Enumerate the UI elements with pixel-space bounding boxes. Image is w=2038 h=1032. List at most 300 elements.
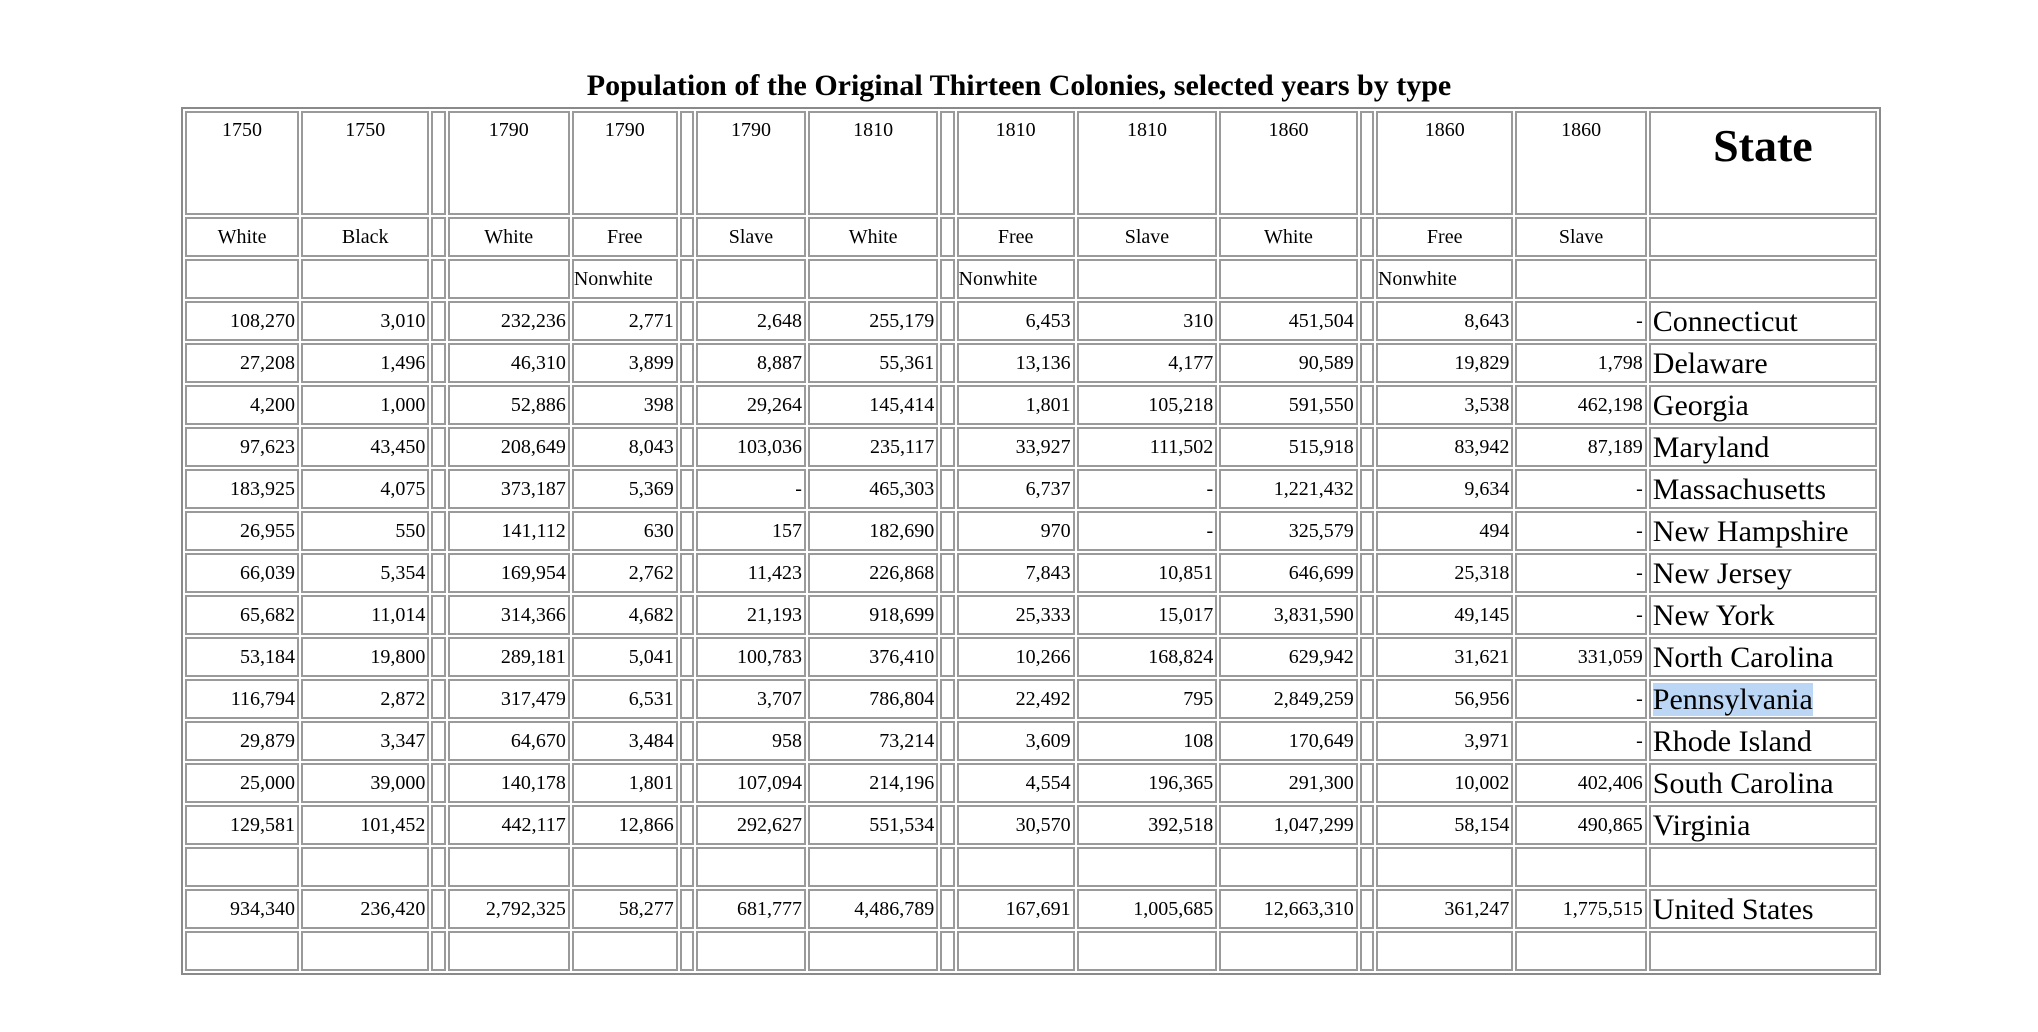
empty-cell (1077, 847, 1218, 887)
value-cell: 103,036 (696, 427, 806, 467)
column-separator (431, 511, 445, 551)
column-separator (1360, 931, 1374, 971)
column-separator (431, 385, 445, 425)
table-row (185, 595, 1877, 635)
state-name-cell (1649, 805, 1877, 845)
column-separator (431, 847, 445, 887)
column-separator (431, 595, 445, 635)
value-cell: - (1515, 721, 1646, 761)
empty-cell (1649, 847, 1877, 887)
header-cell-type: White (448, 217, 570, 257)
table-row (185, 301, 1877, 341)
value-cell: - (1077, 511, 1218, 551)
column-separator (940, 805, 954, 845)
value-cell: 1,047,299 (1219, 805, 1358, 845)
state-name: New Hampshire (1652, 515, 1849, 548)
header-cell-type: Free (572, 217, 678, 257)
header-cell-year: 1810 (808, 111, 938, 215)
value-cell: 6,453 (957, 301, 1075, 341)
header-cell-type: White (808, 217, 938, 257)
value-cell: 7,843 (957, 553, 1075, 593)
column-separator (680, 679, 694, 719)
table-row (185, 637, 1877, 677)
value-cell: 373,187 (448, 469, 570, 509)
state-name-cell (1649, 679, 1877, 719)
value-cell: 22,492 (957, 679, 1075, 719)
header-cell-type: Free (1376, 217, 1513, 257)
header-cell-sub (1515, 259, 1646, 299)
column-separator (431, 301, 445, 341)
column-separator (431, 217, 445, 257)
value-cell: 2,648 (696, 301, 806, 341)
value-cell: 232,236 (448, 301, 570, 341)
column-separator (680, 511, 694, 551)
header-cell-type: Slave (1077, 217, 1218, 257)
table-row (185, 553, 1877, 593)
header-cell-year: 1860 (1219, 111, 1358, 215)
column-separator (680, 763, 694, 803)
column-separator (940, 385, 954, 425)
state-name: North Carolina (1652, 641, 1834, 674)
column-separator (1360, 469, 1374, 509)
value-cell: 2,771 (572, 301, 678, 341)
value-cell: 465,303 (808, 469, 938, 509)
column-separator (1360, 721, 1374, 761)
column-separator (431, 553, 445, 593)
state-name-cell (1649, 595, 1877, 635)
value-cell: - (1515, 553, 1646, 593)
state-name: Rhode Island (1652, 725, 1812, 758)
value-cell: 918,699 (808, 595, 938, 635)
column-separator (431, 469, 445, 509)
value-cell: 15,017 (1077, 595, 1218, 635)
state-name-cell (1649, 637, 1877, 677)
column-separator (1360, 553, 1374, 593)
column-separator (431, 259, 445, 299)
value-cell: 3,831,590 (1219, 595, 1358, 635)
column-separator (431, 721, 445, 761)
value-cell: 2,849,259 (1219, 679, 1358, 719)
column-separator (680, 427, 694, 467)
column-separator (940, 553, 954, 593)
column-separator (680, 595, 694, 635)
header-cell-sub: Nonwhite (572, 259, 678, 299)
header-cell-sub (1219, 259, 1358, 299)
column-separator (940, 469, 954, 509)
value-cell: 10,266 (957, 637, 1075, 677)
value-cell: 27,208 (185, 343, 299, 383)
header-cell-year: 1750 (301, 111, 429, 215)
header-cell-type: Slave (1515, 217, 1646, 257)
value-cell: 681,777 (696, 889, 806, 929)
value-cell: 140,178 (448, 763, 570, 803)
header-cell-type: White (1219, 217, 1358, 257)
column-separator (940, 679, 954, 719)
empty-cell (808, 847, 938, 887)
value-cell: 4,486,789 (808, 889, 938, 929)
column-separator (680, 385, 694, 425)
value-cell: 2,762 (572, 553, 678, 593)
state-header-empty (1649, 217, 1877, 257)
column-separator (680, 721, 694, 761)
header-cell-year: 1810 (1077, 111, 1218, 215)
value-cell: 182,690 (808, 511, 938, 551)
population-table (181, 107, 1881, 975)
value-cell: 13,136 (957, 343, 1075, 383)
column-separator (680, 343, 694, 383)
column-separator (680, 111, 694, 215)
state-name: New York (1652, 599, 1775, 632)
state-name: United States (1652, 893, 1814, 926)
column-separator (431, 931, 445, 971)
value-cell: 958 (696, 721, 806, 761)
empty-cell (301, 847, 429, 887)
column-separator (940, 259, 954, 299)
value-cell: 53,184 (185, 637, 299, 677)
value-cell: - (1515, 469, 1646, 509)
column-separator (1360, 343, 1374, 383)
value-cell: 29,879 (185, 721, 299, 761)
value-cell: 4,554 (957, 763, 1075, 803)
value-cell: 31,621 (1376, 637, 1513, 677)
table-row (185, 511, 1877, 551)
value-cell: 33,927 (957, 427, 1075, 467)
value-cell: 73,214 (808, 721, 938, 761)
value-cell: 5,354 (301, 553, 429, 593)
value-cell: - (1515, 679, 1646, 719)
table-row (185, 385, 1877, 425)
empty-cell (1376, 931, 1513, 971)
column-separator (940, 637, 954, 677)
value-cell: 25,333 (957, 595, 1075, 635)
column-separator (680, 931, 694, 971)
empty-cell (448, 931, 570, 971)
value-cell: 168,824 (1077, 637, 1218, 677)
value-cell: 26,955 (185, 511, 299, 551)
state-header-empty (1649, 259, 1877, 299)
column-separator (1360, 301, 1374, 341)
value-cell: - (1077, 469, 1218, 509)
value-cell: 55,361 (808, 343, 938, 383)
value-cell: 9,634 (1376, 469, 1513, 509)
column-separator (1360, 847, 1374, 887)
column-separator (680, 805, 694, 845)
value-cell: 87,189 (1515, 427, 1646, 467)
column-separator (940, 931, 954, 971)
header-cell-sub: Nonwhite (1376, 259, 1513, 299)
column-separator (680, 847, 694, 887)
value-cell: 515,918 (1219, 427, 1358, 467)
value-cell: 235,117 (808, 427, 938, 467)
table-row (185, 805, 1877, 845)
column-separator (1360, 595, 1374, 635)
value-cell: 4,075 (301, 469, 429, 509)
value-cell: 1,000 (301, 385, 429, 425)
column-separator (431, 343, 445, 383)
value-cell: 1,005,685 (1077, 889, 1218, 929)
value-cell: 289,181 (448, 637, 570, 677)
value-cell: 6,737 (957, 469, 1075, 509)
value-cell: - (696, 469, 806, 509)
column-separator (680, 301, 694, 341)
state-name: Delaware (1652, 347, 1768, 380)
value-cell: 970 (957, 511, 1075, 551)
empty-cell (1376, 847, 1513, 887)
column-separator (1360, 259, 1374, 299)
value-cell: 398 (572, 385, 678, 425)
table-row (185, 469, 1877, 509)
column-separator (940, 511, 954, 551)
header-cell-year: 1790 (572, 111, 678, 215)
empty-cell (808, 931, 938, 971)
type-header-row (185, 217, 1877, 257)
column-separator (680, 259, 694, 299)
column-separator (680, 553, 694, 593)
column-separator (680, 469, 694, 509)
state-name-cell (1649, 721, 1877, 761)
value-cell: 591,550 (1219, 385, 1358, 425)
empty-cell (185, 931, 299, 971)
value-cell: 630 (572, 511, 678, 551)
value-cell: 934,340 (185, 889, 299, 929)
value-cell: 90,589 (1219, 343, 1358, 383)
value-cell: 107,094 (696, 763, 806, 803)
empty-cell (696, 847, 806, 887)
empty-cell (572, 931, 678, 971)
value-cell: 11,423 (696, 553, 806, 593)
value-cell: 19,829 (1376, 343, 1513, 383)
value-cell: 52,886 (448, 385, 570, 425)
value-cell: 442,117 (448, 805, 570, 845)
blank-row (185, 847, 1877, 887)
state-header: State (1649, 111, 1877, 215)
value-cell: 65,682 (185, 595, 299, 635)
value-cell: 97,623 (185, 427, 299, 467)
header-cell-sub (301, 259, 429, 299)
header-cell-type: Free (957, 217, 1075, 257)
column-separator (431, 679, 445, 719)
column-separator (680, 637, 694, 677)
value-cell: 361,247 (1376, 889, 1513, 929)
value-cell: 3,347 (301, 721, 429, 761)
column-separator (431, 889, 445, 929)
header-cell-year: 1790 (448, 111, 570, 215)
column-separator (1360, 111, 1374, 215)
state-name: Pennsylvania (1652, 683, 1813, 716)
value-cell: 43,450 (301, 427, 429, 467)
value-cell: 30,570 (957, 805, 1075, 845)
subtype-header-row (185, 259, 1877, 299)
value-cell: 291,300 (1219, 763, 1358, 803)
value-cell: 170,649 (1219, 721, 1358, 761)
value-cell: 325,579 (1219, 511, 1358, 551)
column-separator (1360, 217, 1374, 257)
header-cell-year: 1750 (185, 111, 299, 215)
column-separator (1360, 763, 1374, 803)
value-cell: 21,193 (696, 595, 806, 635)
value-cell: 29,264 (696, 385, 806, 425)
value-cell: 310 (1077, 301, 1218, 341)
value-cell: 226,868 (808, 553, 938, 593)
column-separator (940, 763, 954, 803)
value-cell: 145,414 (808, 385, 938, 425)
value-cell: 2,872 (301, 679, 429, 719)
value-cell: 392,518 (1077, 805, 1218, 845)
value-cell: 25,000 (185, 763, 299, 803)
table-row (185, 343, 1877, 383)
column-separator (940, 217, 954, 257)
column-separator (1360, 385, 1374, 425)
column-separator (680, 889, 694, 929)
value-cell: 1,496 (301, 343, 429, 383)
value-cell: 494 (1376, 511, 1513, 551)
column-separator (940, 595, 954, 635)
column-separator (1360, 889, 1374, 929)
column-separator (1360, 679, 1374, 719)
column-separator (940, 111, 954, 215)
value-cell: 646,699 (1219, 553, 1358, 593)
state-name: Georgia (1652, 389, 1749, 422)
value-cell: 551,534 (808, 805, 938, 845)
total-row (185, 889, 1877, 929)
state-name: Virginia (1652, 809, 1751, 842)
empty-cell (301, 931, 429, 971)
value-cell: 105,218 (1077, 385, 1218, 425)
value-cell: 10,002 (1376, 763, 1513, 803)
state-name-cell (1649, 469, 1877, 509)
value-cell: 39,000 (301, 763, 429, 803)
value-cell: 5,041 (572, 637, 678, 677)
empty-cell (448, 847, 570, 887)
column-separator (940, 343, 954, 383)
value-cell: 49,145 (1376, 595, 1513, 635)
value-cell: 6,531 (572, 679, 678, 719)
state-name-cell (1649, 763, 1877, 803)
empty-cell (957, 931, 1075, 971)
value-cell: 3,899 (572, 343, 678, 383)
value-cell: 56,956 (1376, 679, 1513, 719)
column-separator (940, 721, 954, 761)
empty-cell (572, 847, 678, 887)
value-cell: 786,804 (808, 679, 938, 719)
value-cell: 3,971 (1376, 721, 1513, 761)
state-name-cell (1649, 889, 1877, 929)
value-cell: 12,663,310 (1219, 889, 1358, 929)
value-cell: 129,581 (185, 805, 299, 845)
value-cell: 1,221,432 (1219, 469, 1358, 509)
value-cell: 462,198 (1515, 385, 1646, 425)
state-name: Connecticut (1652, 305, 1798, 338)
state-name-cell (1649, 427, 1877, 467)
value-cell: 3,707 (696, 679, 806, 719)
empty-cell (1219, 847, 1358, 887)
empty-cell (696, 931, 806, 971)
state-name-cell (1649, 511, 1877, 551)
value-cell: 3,010 (301, 301, 429, 341)
header-cell-sub (808, 259, 938, 299)
value-cell: 167,691 (957, 889, 1075, 929)
header-cell-year: 1860 (1376, 111, 1513, 215)
value-cell: 208,649 (448, 427, 570, 467)
header-cell-type: White (185, 217, 299, 257)
value-cell: 4,177 (1077, 343, 1218, 383)
value-cell: 100,783 (696, 637, 806, 677)
value-cell: 451,504 (1219, 301, 1358, 341)
column-separator (431, 763, 445, 803)
state-name: New Jersey (1652, 557, 1792, 590)
table-caption: Population of the Original Thirteen Colonies, selected years by type (586, 69, 1452, 102)
header-cell-year: 1790 (696, 111, 806, 215)
value-cell: 255,179 (808, 301, 938, 341)
value-cell: 490,865 (1515, 805, 1646, 845)
state-name-cell (1649, 301, 1877, 341)
value-cell: - (1515, 301, 1646, 341)
value-cell: 58,154 (1376, 805, 1513, 845)
value-cell: 376,410 (808, 637, 938, 677)
header-cell-type: Black (301, 217, 429, 257)
value-cell: 64,670 (448, 721, 570, 761)
header-cell-sub (185, 259, 299, 299)
value-cell: 141,112 (448, 511, 570, 551)
value-cell: 12,866 (572, 805, 678, 845)
column-separator (431, 427, 445, 467)
value-cell: 314,366 (448, 595, 570, 635)
value-cell: 3,538 (1376, 385, 1513, 425)
empty-cell (1515, 931, 1646, 971)
value-cell: 317,479 (448, 679, 570, 719)
blank-row (185, 931, 1877, 971)
value-cell: 111,502 (1077, 427, 1218, 467)
value-cell: 236,420 (301, 889, 429, 929)
state-name: Maryland (1652, 431, 1770, 464)
column-separator (431, 637, 445, 677)
value-cell: - (1515, 511, 1646, 551)
value-cell: 1,775,515 (1515, 889, 1646, 929)
empty-cell (1219, 931, 1358, 971)
value-cell: 183,925 (185, 469, 299, 509)
column-separator (940, 847, 954, 887)
value-cell: 4,682 (572, 595, 678, 635)
header-cell-year: 1810 (957, 111, 1075, 215)
value-cell: 10,851 (1077, 553, 1218, 593)
year-header-row (185, 111, 1877, 215)
value-cell: 331,059 (1515, 637, 1646, 677)
state-name: South Carolina (1652, 767, 1834, 800)
table-row (185, 427, 1877, 467)
column-separator (1360, 637, 1374, 677)
empty-cell (1515, 847, 1646, 887)
column-separator (431, 805, 445, 845)
column-separator (1360, 427, 1374, 467)
value-cell: 8,643 (1376, 301, 1513, 341)
value-cell: 402,406 (1515, 763, 1646, 803)
value-cell: 3,609 (957, 721, 1075, 761)
value-cell: 3,484 (572, 721, 678, 761)
header-cell-type: Slave (696, 217, 806, 257)
header-cell-sub: Nonwhite (957, 259, 1075, 299)
value-cell: - (1515, 595, 1646, 635)
header-cell-year: 1860 (1515, 111, 1646, 215)
column-separator (1360, 805, 1374, 845)
value-cell: 66,039 (185, 553, 299, 593)
value-cell: 5,369 (572, 469, 678, 509)
column-separator (680, 217, 694, 257)
value-cell: 101,452 (301, 805, 429, 845)
table-row (185, 721, 1877, 761)
value-cell: 196,365 (1077, 763, 1218, 803)
value-cell: 292,627 (696, 805, 806, 845)
state-name-cell (1649, 385, 1877, 425)
